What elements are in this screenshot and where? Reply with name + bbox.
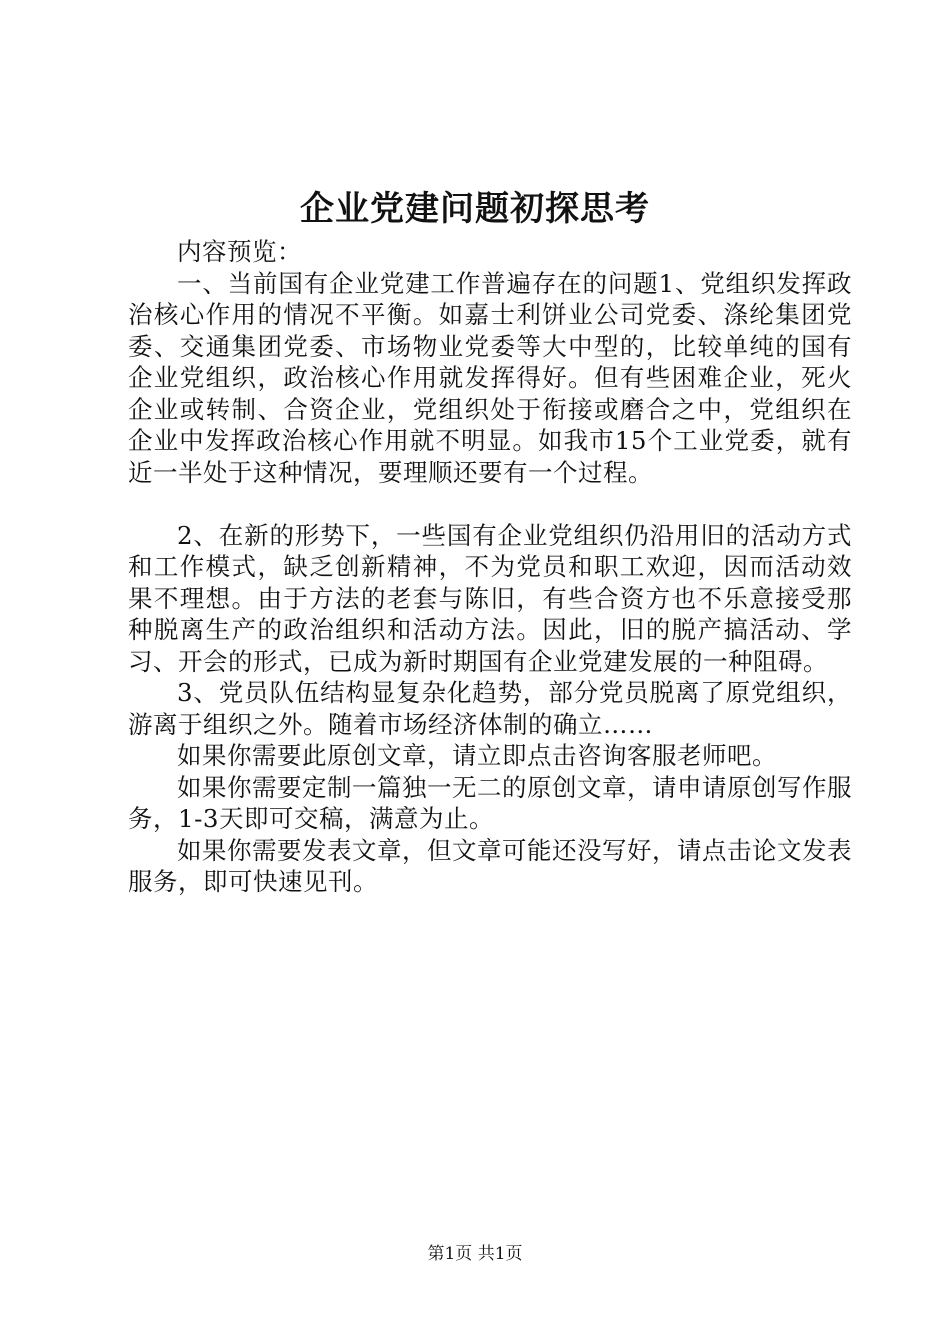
paragraph-3: 3、党员队伍结构显复杂化趋势，部分党员脱离了原党组织，游离于组织之外。随着市场经济体制的确立…… xyxy=(128,678,852,739)
paragraph-5: 如果你需要定制一篇独一无二的原创文章，请申请原创写作服务，1-3天即可交稿，满意为止。 xyxy=(128,772,852,833)
paragraph-1: 一、当前国有企业党建工作普遍存在的问题1、党组织发挥政治核心作用的情况不平衡。如嘉士利饼业公司党委、涤纶集团党委、交通集团党委、市场物业党委等大中型的，比较单纯的国有企业党组织，政治核心作用就发挥得好。但有些困难企业，死火企业或转制、合资企业，党组织处于衔接或磨合之中，党组织在企业中发挥政治核心作用就不明显。如我市15个工业党委，就有近一半处于这种情况，要理顺还要有一个过程。 xyxy=(128,268,852,487)
page-footer: 第1页 共1页 xyxy=(427,1244,523,1264)
paragraph-2: 2、在新的形势下，一些国有企业党组织仍沿用旧的活动方式和工作模式，缺乏创新精神，不为党员和职工欢迎，因而活动效果不理想。由于方法的老套与陈旧，有些合资方也不乐意接受那种脱离生产的政治组织和活动方法。因此，旧的脱产搞活动、学习、开会的形式，已成为新时期国有企业党建发展的一种阻碍。 xyxy=(128,520,852,676)
document-body xyxy=(128,236,852,898)
preview-label: 内容预览： xyxy=(177,237,302,266)
paragraph-4: 如果你需要此原创文章，请立即点击咨询客服老师吧。 xyxy=(177,741,777,770)
document-title: 企业党建问题初探思考 xyxy=(300,189,650,229)
paragraph-6: 如果你需要发表文章，但文章可能还没写好，请点击论文发表服务，即可快速见刊。 xyxy=(128,835,852,896)
